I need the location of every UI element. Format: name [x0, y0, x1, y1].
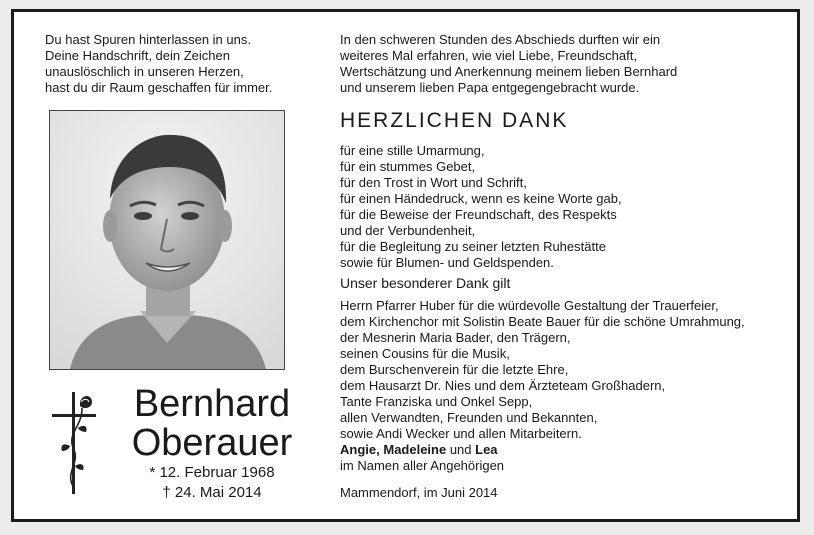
place-date: Mammendorf, im Juni 2014 [340, 485, 498, 500]
special-thanks-heading: Unser besonderer Dank gilt [340, 275, 511, 291]
deceased-first-name: Bernhard [133, 383, 291, 425]
special-thanks-list [340, 298, 790, 442]
poem-line: unauslöschlich in unseren Herzen, [45, 64, 244, 79]
signer-separator: und [446, 442, 476, 457]
thanks-line: für ein stummes Gebet, [340, 159, 476, 174]
thanks-line: sowie für Blumen- und Geldspenden. [340, 255, 554, 270]
death-date: † 24. Mai 2014 [162, 484, 262, 501]
intro-line: Wertschätzung und Anerkennung meinem lieben Bernhard [340, 64, 678, 79]
signers [340, 442, 740, 474]
thanks-line: für eine stille Umarmung, [340, 143, 485, 158]
poem-line: Deine Handschrift, dein Zeichen [45, 48, 230, 63]
thanks-list [340, 143, 790, 271]
poem-text [45, 32, 325, 96]
intro-line: und unserem lieben Papa entgegengebracht wurde. [340, 80, 640, 95]
special-thanks-line: seinen Cousins für die Musik, [340, 346, 510, 361]
birth-date: * 12. Februar 1968 [149, 464, 275, 481]
special-thanks-line: Herrn Pfarrer Huber für die würdevolle Gestaltung der Trauerfeier, [340, 298, 719, 313]
intro-line: weiteres Mal erfahren, wie viel Liebe, Freundschaft, [340, 48, 637, 63]
thanks-line: für die Begleitung zu seiner letzten Ruhestätte [340, 239, 606, 254]
special-thanks-line: dem Burschenverein für die letzte Ehre, [340, 362, 569, 377]
deceased-last-name: Oberauer [131, 422, 293, 464]
signers-note: im Namen aller Angehörigen [340, 458, 505, 473]
special-thanks-line: der Mesnerin Maria Bader, den Trägern, [340, 330, 571, 345]
special-thanks-line: dem Hausarzt Dr. Nies und dem Ärzteteam Großhadern, [340, 378, 666, 393]
poem-line: Du hast Spuren hinterlassen in uns. [45, 32, 251, 47]
thanks-heading: HERZLICHEN DANK [340, 109, 569, 132]
intro-text [340, 32, 790, 96]
special-thanks-line: allen Verwandten, Freunden und Bekannten, [340, 410, 598, 425]
obituary-card [11, 9, 800, 522]
thanks-line: für einen Händedruck, wenn es keine Worte gab, [340, 191, 622, 206]
special-thanks-line: sowie Andi Wecker und allen Mitarbeitern. [340, 426, 582, 441]
special-thanks-line: dem Kirchenchor mit Solistin Beate Bauer für die schöne Umrahmung, [340, 314, 745, 329]
intro-line: In den schweren Stunden des Abschieds durften wir ein [340, 32, 661, 47]
thanks-line: und der Verbundenheit, [340, 223, 476, 238]
poem-line: hast du dir Raum geschaffen für immer. [45, 80, 273, 95]
signer-name: Lea [475, 442, 498, 457]
signer-separator: , [376, 442, 384, 457]
cross-with-rose-icon [48, 388, 102, 498]
thanks-line: für den Trost in Wort und Schrift, [340, 175, 527, 190]
signer-name: Angie [340, 442, 377, 457]
special-thanks-line: Tante Franziska und Onkel Sepp, [340, 394, 533, 409]
portrait-photo [49, 110, 285, 370]
signer-name: Madeleine [383, 442, 447, 457]
thanks-line: für die Beweise der Freundschaft, des Respekts [340, 207, 617, 222]
